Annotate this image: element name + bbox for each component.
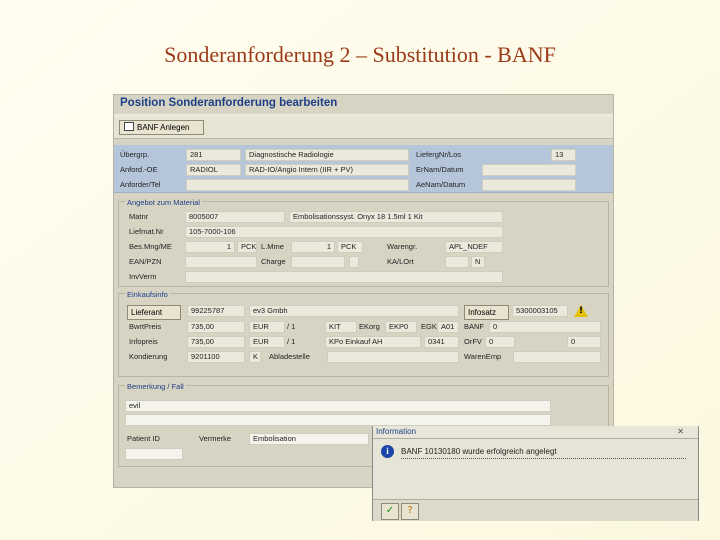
invverm-label: InvVerm	[129, 272, 157, 281]
kondierung-label: Kondierung	[129, 352, 168, 361]
ekpos-field[interactable]: KPo Einkauf AH	[325, 336, 421, 348]
ean-label: EAN/PZN	[129, 257, 162, 266]
warenemp-label: WarenEmp	[464, 352, 502, 361]
header-block	[114, 145, 613, 193]
bwrtpreis-currency-field[interactable]: EUR	[249, 321, 285, 333]
matnr-field[interactable]: 8005007	[185, 211, 285, 223]
bestmng-label: Bes.Mng/ME	[129, 242, 172, 251]
banf-label: BANF	[464, 322, 485, 331]
lme-label: L.Mme	[261, 242, 284, 251]
uebergrp-text-field[interactable]: Diagnostische Radiologie	[245, 149, 409, 161]
bwrtpreis-label: BwrtPreis	[129, 322, 162, 331]
ekorg-field[interactable]: EKP0	[385, 321, 417, 333]
create-banf-button[interactable]	[119, 120, 204, 135]
warenemp-field[interactable]	[513, 351, 601, 363]
ernam-label: ErNam/Datum	[416, 165, 464, 174]
liefmatnr-field[interactable]: 105-7000-106	[185, 226, 503, 238]
bemerkung-group-title: Bemerkung / Fall	[127, 382, 184, 391]
close-icon[interactable]: ✕	[677, 427, 684, 436]
lieferant-field[interactable]: 99225787	[187, 305, 245, 317]
anford-oe-text-field[interactable]: RAD-IO/Angio Intern (IIR + PV)	[245, 164, 409, 176]
bestmng-unit-field[interactable]: PCK	[237, 241, 257, 253]
aenam-label: AeNam/Datum	[416, 180, 466, 189]
orfv-label: OrFV	[464, 337, 482, 346]
create-banf-label: BANF Anlegen	[137, 123, 190, 132]
checkmark-icon[interactable]: ✓	[381, 503, 399, 520]
ernam-field[interactable]	[482, 164, 576, 176]
bwrtpreis-unit-field[interactable]: KIT	[325, 321, 357, 333]
lme-field[interactable]: 1	[291, 241, 335, 253]
infopreis-per-label: / 1	[287, 337, 296, 346]
charge-field[interactable]	[291, 256, 345, 268]
vermerk-label: Vermerke	[199, 434, 232, 443]
abladestelle-field[interactable]	[327, 351, 459, 363]
ekorg-label: EKorg	[359, 322, 380, 331]
lme-unit-field[interactable]: PCK	[337, 241, 363, 253]
kanlort-field[interactable]	[445, 256, 469, 268]
lieferant-button[interactable]: Lieferant	[127, 305, 181, 320]
orfv-right-field[interactable]: 0	[567, 336, 601, 348]
infopreis-label: Infopreis	[129, 337, 158, 346]
charge-label: Charge	[261, 257, 286, 266]
anford-oe-label: Anford.-OE	[120, 165, 158, 174]
bemerkung-text-field[interactable]: evil	[125, 400, 551, 412]
bwrtpreis-field[interactable]: 735,00	[187, 321, 245, 333]
info-icon: i	[381, 445, 394, 458]
information-dialog	[372, 426, 699, 521]
patient-id-label: Patient ID	[127, 434, 160, 443]
warning-icon: !	[574, 305, 588, 317]
dialog-message: BANF 10130180 wurde erfolgreich angelegt	[401, 445, 686, 459]
material-group-title: Angebot zum Material	[127, 198, 200, 207]
anforder-field[interactable]	[186, 179, 409, 191]
help-icon[interactable]: ?	[401, 503, 419, 520]
abladestelle-label: Abladestelle	[269, 352, 310, 361]
einkauf-group	[118, 290, 609, 377]
dialog-title: Information	[376, 427, 417, 436]
infopreis-currency-field[interactable]: EUR	[249, 336, 285, 348]
matnr-text-field[interactable]: Embolisationssyst. Onyx 18 1.5ml 1 Kit	[289, 211, 503, 223]
bemerkung-text-field-2[interactable]	[125, 414, 551, 426]
kanlort-label: KA/LOrt	[387, 257, 414, 266]
material-group	[118, 198, 609, 287]
lieferant-los-label: LiefergNr/Los	[416, 150, 462, 159]
infopreis-field[interactable]: 735,00	[187, 336, 245, 348]
kanlort-flag-field[interactable]: N	[471, 256, 485, 268]
ekg-label: EGK	[421, 322, 437, 331]
anford-oe-code-field[interactable]: RADIOL	[186, 164, 241, 176]
ean-field[interactable]	[185, 256, 257, 268]
einkauf-group-title: Einkaufsinfo	[127, 290, 168, 299]
application-toolbar	[114, 117, 613, 139]
warengr-field[interactable]: APL_NDEF	[445, 241, 503, 253]
lieferant-text-field[interactable]: ev3 Gmbh	[249, 305, 459, 317]
patient-id-field[interactable]	[125, 448, 183, 460]
charge-flag-field[interactable]	[349, 256, 359, 268]
kondierung-flag-field[interactable]: K	[249, 351, 261, 363]
invverm-field[interactable]	[185, 271, 503, 283]
anforder-label: Anforder/Tel	[120, 180, 161, 189]
orfv-field[interactable]: 0	[485, 336, 515, 348]
dialog-title-bar	[373, 426, 698, 439]
uebergrp-code-field[interactable]: 281	[186, 149, 241, 161]
uebergrp-label: Übergrp.	[120, 150, 150, 159]
vermerk-field[interactable]: Embolisation	[249, 433, 369, 445]
lieferant-los-field[interactable]: 13	[551, 149, 576, 161]
banf-field[interactable]: 0	[489, 321, 601, 333]
liefmatnr-label: Liefmat.Nr	[129, 227, 164, 236]
ekg-field[interactable]: A01	[437, 321, 459, 333]
bestmng-field[interactable]: 1	[185, 241, 235, 253]
screen-title: Position Sonderanforderung bearbeiten	[120, 97, 338, 109]
slide-title: Sonderanforderung 2 – Substitution - BANF	[164, 42, 556, 67]
kondierung-field[interactable]: 9201100	[187, 351, 245, 363]
infosatz-button[interactable]: Infosatz	[464, 305, 509, 320]
bwrtpreis-per-label: / 1	[287, 322, 296, 331]
dialog-button-bar	[373, 499, 698, 521]
infosatz-field[interactable]: 5300003105	[512, 305, 568, 317]
ekpos-code-field[interactable]: 0341	[424, 336, 459, 348]
warengr-label: Warengr.	[387, 242, 418, 251]
matnr-label: Matnr	[129, 212, 149, 221]
aenam-field[interactable]	[482, 179, 576, 191]
document-icon	[124, 122, 134, 131]
